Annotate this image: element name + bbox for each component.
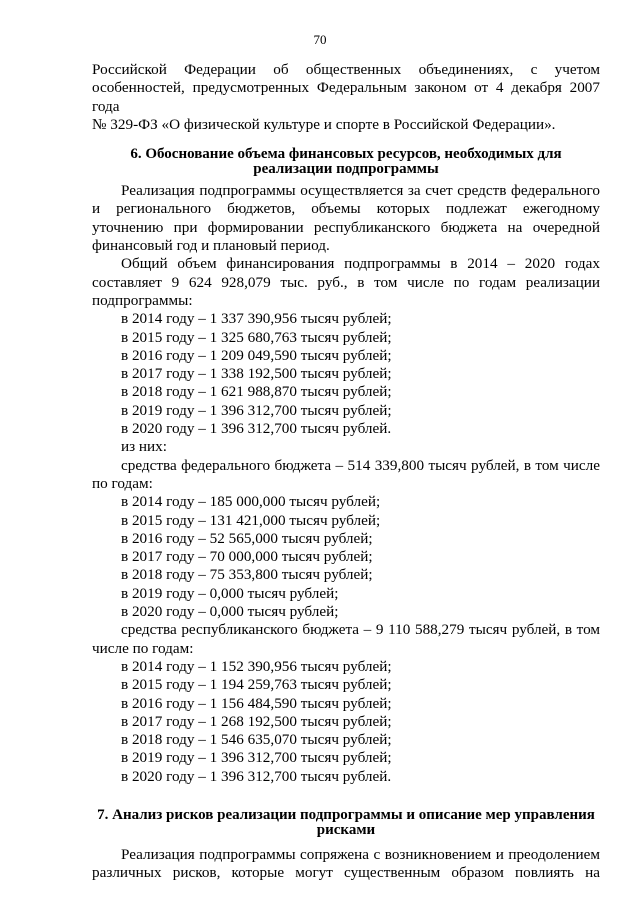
paragraph-line: Общий объем финансирования подпрограммы в 2014 – 2020 годах <box>121 255 600 273</box>
republican-budget-paragraph <box>92 621 600 658</box>
paragraph-line: Реализация подпрограммы сопряжена с возникновением и преодолением <box>121 845 600 863</box>
paragraph-line: числе по годам: <box>92 639 194 657</box>
list-item: в 2018 году – 1 621 988,870 тысяч рублей; <box>121 383 392 401</box>
paragraph-line: по годам: <box>92 474 153 492</box>
paragraph-line: средства федерального бюджета – 514 339,800 тысяч рублей, в том числе <box>121 456 600 474</box>
paragraph-line: подпрограммы: <box>92 291 193 309</box>
list-item: в 2016 году – 52 565,000 тысяч рублей; <box>121 529 373 547</box>
list-item: в 2020 году – 1 396 312,700 тысяч рублей. <box>121 420 392 438</box>
paragraph-line: финансовый год и плановый период. <box>92 237 330 255</box>
list-item: в 2016 году – 1 209 049,590 тысяч рублей; <box>121 346 392 364</box>
list-item: в 2017 году – 70 000,000 тысяч рублей; <box>121 548 373 566</box>
section-6-paragraph-2 <box>92 255 600 310</box>
list-item: в 2014 году – 1 337 390,956 тысяч рублей; <box>121 310 392 328</box>
list-item: в 2014 году – 1 152 390,956 тысяч рублей; <box>121 657 392 675</box>
list-item: в 2015 году – 1 325 680,763 тысяч рублей; <box>121 328 392 346</box>
list-item: в 2015 году – 1 194 259,763 тысяч рублей; <box>121 676 392 694</box>
paragraph-line: Реализация подпрограммы осуществляется за счет средств федерального <box>121 182 600 200</box>
section-7-heading <box>92 808 600 838</box>
paragraph-line: составляет 9 624 928,079 тыс. руб., в том числе по годам реализации <box>92 273 600 291</box>
section-7-title-line: рисками <box>316 821 376 838</box>
list-item: в 2020 году – 1 396 312,700 тысяч рублей. <box>121 767 392 785</box>
list-item: в 2017 году – 1 268 192,500 тысяч рублей; <box>121 712 392 730</box>
section-6-title-line: 6. Обоснование объема финансовых ресурсов, необходимых для <box>130 146 562 163</box>
intro-line: № 329-ФЗ «О физической культуре и спорте в Российской Федерации». <box>92 115 556 133</box>
list-item: в 2014 году – 185 000,000 тысяч рублей; <box>121 493 381 511</box>
list-item: в 2018 году – 1 546 635,070 тысяч рублей; <box>121 731 392 749</box>
paragraph-line: различных рисков, которые могут существенным образом повлиять на <box>92 864 600 882</box>
list-item: в 2018 году – 75 353,800 тысяч рублей; <box>121 566 373 584</box>
total-by-year-list <box>92 310 600 438</box>
list-item: в 2016 году – 1 156 484,590 тысяч рублей; <box>121 694 392 712</box>
document-body <box>92 61 600 883</box>
federal-budget-paragraph <box>92 457 600 494</box>
list-item: в 2019 году – 1 396 312,700 тысяч рублей; <box>121 401 392 419</box>
paragraph-line: уточнению при формировании республиканского бюджета на очередной <box>92 218 600 236</box>
intro-line: Российской Федерации об общественных объединениях, с учетом <box>92 61 600 78</box>
list-item: в 2015 году – 131 421,000 тысяч рублей; <box>121 511 381 529</box>
list-item: в 2019 году – 1 396 312,700 тысяч рублей; <box>121 749 392 767</box>
paragraph-line: средства республиканского бюджета – 9 110 588,279 тысяч рублей, в том <box>121 621 600 639</box>
paragraph-line: и регионального бюджетов, объемы которых подлежат ежегодному <box>92 200 600 218</box>
section-6-title-line: реализации подпрограммы <box>253 161 439 178</box>
federal-by-year-list <box>92 493 600 621</box>
intro-line: особенностей, предусмотренных Федеральным законом от 4 декабря 2007 года <box>92 79 600 115</box>
section-6-paragraph-1 <box>92 182 600 255</box>
list-item: в 2017 году – 1 338 192,500 тысяч рублей; <box>121 365 392 383</box>
list-item: в 2019 году – 0,000 тысяч рублей; <box>121 584 339 602</box>
page-number: 70 <box>313 32 327 47</box>
section-7-paragraph-1 <box>92 846 600 883</box>
intro-paragraph <box>92 61 600 134</box>
of-them-label: из них: <box>121 438 167 456</box>
section-7-title-line: 7. Анализ рисков реализации подпрограммы и описание мер управления <box>97 806 595 823</box>
republican-by-year-list <box>92 658 600 786</box>
list-item: в 2020 году – 0,000 тысяч рублей; <box>121 603 339 621</box>
section-6-heading <box>92 147 600 177</box>
